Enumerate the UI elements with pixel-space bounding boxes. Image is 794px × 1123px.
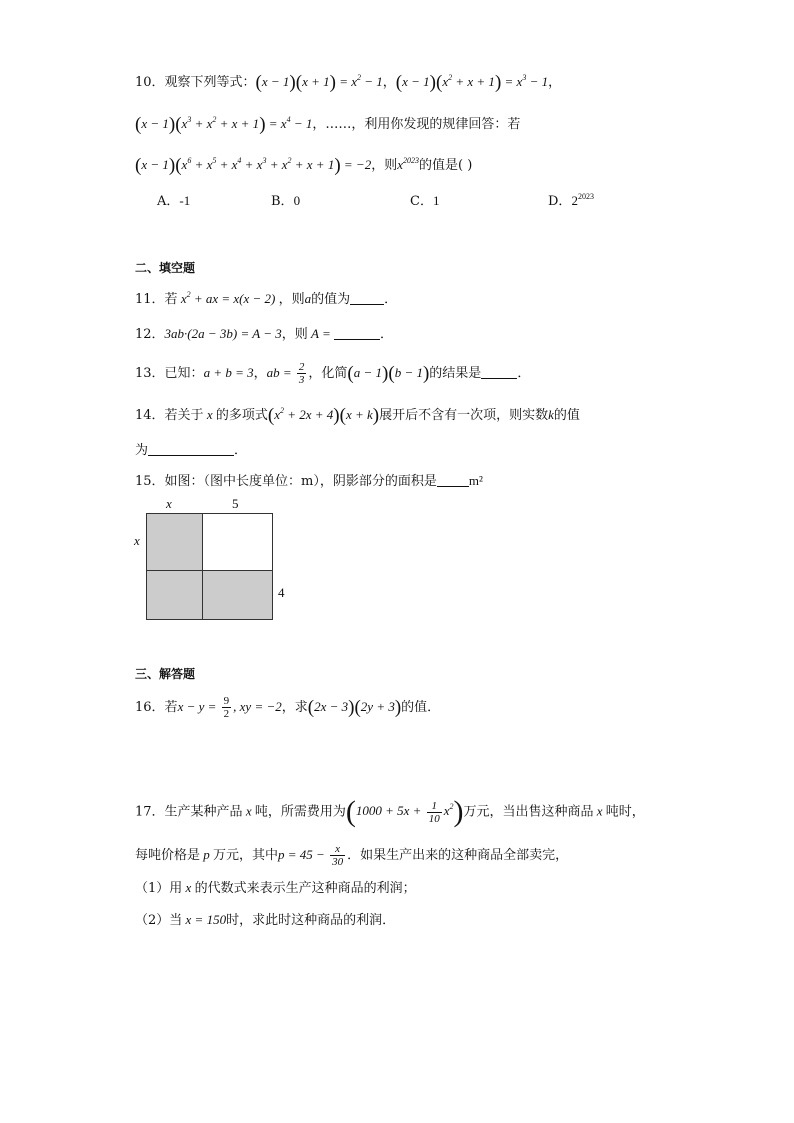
q13-fraction: $\frac{2}{3}$ xyxy=(298,361,305,386)
q10-eq3: $(x - 1)(x^3 + x^2 + x + 1) = x^4 - 1$ xyxy=(135,114,313,135)
q13-answer-blank[interactable] xyxy=(481,364,517,379)
q10-ask: 的值是( ) xyxy=(419,158,473,173)
q10-eq4: $(x - 1)(x^6 + x^5 + x^4 + x^3 + x^2 + x + 1) = -2$ xyxy=(135,155,372,176)
q17-price-fraction: $\frac{x}{30}$ xyxy=(332,843,344,868)
q14-line1: 14．若关于 x 的多项式$(x^2 + 2x + 4)(x + k)$展开后不含有一次项，则实数k的值 xyxy=(135,405,580,426)
q10-option-b[interactable]: B．0 xyxy=(271,193,301,209)
figure-top-left-shaded xyxy=(147,514,203,571)
q12: 12．3ab·(2a − 3b) = A − 3，则 A = ． xyxy=(135,326,394,342)
figure-label-x-top: x xyxy=(166,496,172,511)
q11-equation: $x^2$ + ax = x(x − 2) xyxy=(177,290,279,306)
q10-then: ，则 xyxy=(371,158,398,173)
figure-bottom-right-shaded xyxy=(203,571,273,620)
figure-label-5: 5 xyxy=(232,496,239,511)
figure-label-x-left: x xyxy=(134,533,140,548)
q17-line1: 17．生产某种产品 x 吨，所需费用为(1000 + 5x + $\frac{1}{10}$ $x^2$)万元，当出售这种商品 x 吨时， xyxy=(135,795,645,829)
q10-line3 xyxy=(135,155,472,176)
section-3-heading: 三、解答题 xyxy=(135,667,196,681)
q16-fraction: $\frac{9}{2}$ xyxy=(223,695,230,720)
q11-answer-blank[interactable] xyxy=(350,290,384,305)
q14-line2: 为 ． xyxy=(135,443,248,458)
q10-x2023: $x^{2023}$ xyxy=(397,156,419,172)
section-2-heading: 二、填空题 xyxy=(135,261,196,275)
figure-label-4: 4 xyxy=(278,585,285,600)
figure-bottom-left-shaded xyxy=(147,571,203,620)
q10-comma: ， xyxy=(382,75,396,90)
q10-option-c[interactable]: C．1 xyxy=(410,193,440,209)
q14-answer-blank[interactable] xyxy=(148,441,234,456)
q10-line1: 10．观察下列等式：$(x - 1)(x + 1) = x^2 - 1$，$(x - 1)(x^2 + x + 1) = x^3 - 1$， xyxy=(135,72,562,93)
q10-line2 xyxy=(135,114,520,135)
q16: 16．若x − y = $\frac{9}{2}$ , xy = −2，求(2x − 3)(2y + 3)的值． xyxy=(135,695,441,720)
q17-sub1: （1）用 x 的代数式来表示生产这种商品的利润； xyxy=(135,880,416,896)
q11: 11．若 $x^2$ + ax = x(x − 2) ，则a的值为 ． xyxy=(135,290,398,307)
q15: 15．如图：（图中长度单位：m），阴影部分的面积是 m² xyxy=(135,473,483,489)
q10-eq1: $(x - 1)(x + 1) = x^2 - 1$ xyxy=(255,72,383,93)
q10-eq2: $(x - 1)(x^2 + x + 1) = x^3 - 1$ xyxy=(395,72,549,93)
q17-sub2: （2）当 x = 150时，求此时这种商品的利润． xyxy=(135,912,396,928)
q10-option-a[interactable]: A．-1 xyxy=(157,193,191,209)
figure-top-right-blank xyxy=(203,514,273,571)
q12-answer-blank[interactable] xyxy=(334,325,380,340)
q15-answer-blank[interactable] xyxy=(437,472,469,487)
q17-cost-expression: (1000 + 5x + $\frac{1}{10}$ $x^2$) xyxy=(345,795,464,829)
shaded-area-figure xyxy=(146,513,274,621)
q10-ellipsis: ，……， xyxy=(312,117,365,132)
q12-equation: 3ab·(2a − 3b) = A − 3 xyxy=(164,326,282,341)
q10-lead: 10．观察下列等式： xyxy=(135,75,256,90)
q13: 13．已知：a + b = 3，ab = $\frac{2}{3}$ ，化简(a − 1)(b − 1)的结果是 ． xyxy=(135,361,531,386)
q17-line2: 每吨价格是 p 万元，其中p = 45 − $\frac{x}{30}$ ．如果生产出来的这种商品全部卖完， xyxy=(135,843,569,868)
q10-rule: 利用你发现的规律回答：若 xyxy=(364,117,521,132)
q10-option-d[interactable]: D．$2^{2023}$ xyxy=(548,192,594,209)
